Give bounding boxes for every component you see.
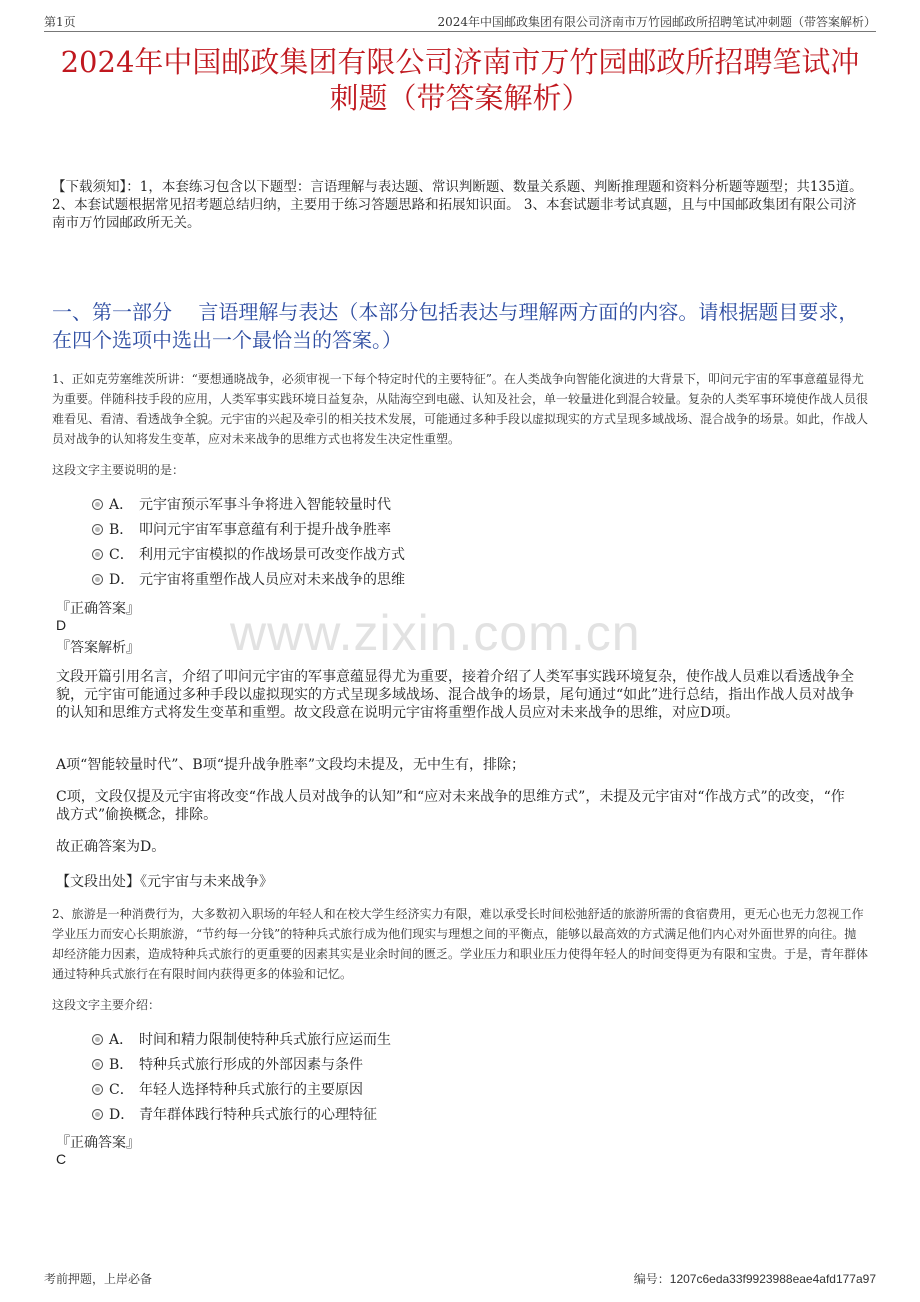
title-line-2: 刺题（带答案解析） [329, 81, 591, 115]
question-1-prompt: 这段文字主要说明的是： [52, 463, 185, 477]
footer-slogan: 考前押题，上岸必备 [44, 1272, 153, 1286]
question-1-analysis-paragraph: C项，文段仅提及元宇宙将改变“作战人员对战争的认知”和“应对未来战争的思维方式”，未提及元宇宙对“作战方式”的改变，“作战方式”偷换概念，排除。 [56, 789, 845, 823]
question-1-option-b[interactable]: B． 叩问元宇宙军事意蕴有利于提升战争胜率 [92, 520, 391, 540]
section-heading: 一、第一部分 言语理解与表达（本部分包括表达与理解两方面的内容。请根据题目要求，在四个选项中选出一个最恰当的答案。） [52, 300, 859, 352]
header-doc-title: 2024年中国邮政集团有限公司济南市万竹园邮政所招聘笔试冲刺题（带答案解析） [437, 15, 876, 29]
question-1-source: 【文段出处】《元宇宙与未来战争》 [56, 874, 273, 890]
watermark: www.zixin.com.cn [230, 605, 641, 661]
radio-icon[interactable] [92, 524, 103, 535]
question-1-answer: D [56, 617, 67, 633]
question-1-analysis-paragraph: 故正确答案为D。 [56, 839, 166, 855]
question-2-option-c[interactable]: C． 年轻人选择特种兵式旅行的主要原因 [92, 1080, 363, 1100]
question-2-prompt: 这段文字主要介绍： [52, 998, 161, 1012]
radio-icon[interactable] [92, 1084, 103, 1095]
header-divider [44, 31, 876, 32]
footer-id-code: 1207c6eda33f9923988eae4afd177a97 [669, 1272, 876, 1286]
question-1-analysis-paragraph: 文段开篇引用名言，介绍了叩问元宇宙的军事意蕴显得尤为重要，接着介绍了人类军事实践环境复杂，使作战人员难以看透战争全貌，元宇宙可能通过多种手段以虚拟现实的方式呈现多域战场、混合战争的场景，尾句通过“如此”进行总结，指出作战人员对战争的认知和思维方式将发生变革和重塑。故文段意在说明元宇宙将重塑作战人员应对未来战争的思维，对应D项。 [56, 669, 855, 721]
question-1-option-c[interactable]: C． 利用元宇宙模拟的作战场景可改变作战方式 [92, 545, 405, 565]
question-2-option-a[interactable]: A． 时间和精力限制使特种兵式旅行应运而生 [92, 1030, 391, 1050]
footer-id-label: 编号： [633, 1272, 670, 1286]
question-1-text: 1、正如克劳塞维茨所讲：“要想通晓战争，必须审视一下每个特定时代的主要特征”。在人类战争向智能化演进的大背景下，叩问元宇宙的军事意蕴显得尤为重要。伴随科技手段的应用，人类军事实践环境日益复杂，从陆海空到电磁、认知及社会，单一较量进化到混合较量。复杂的人类军事环境使作战人员很难看见、看清、看透战争全貌。元宇宙的兴起及牵引的相关技术发展，可能通过多种手段以虚拟现实的方式呈现多域战场、混合战争的场景。如此，作战人员对战争的认知将发生变革，应对未来战争的思维方式也将发生决定性重塑。 [52, 372, 869, 446]
radio-icon[interactable] [92, 1109, 103, 1120]
download-notice: 【下载须知】：1，本套练习包含以下题型：言语理解与表达题、常识判断题、数量关系题、判断推理题和资料分析题等题型；共135道。 2、本套试题根据常见招考题总结归纳，主要用于练习答题思路和拓展知识面。 3、本套试题非考试真题，且与中国邮政集团有限公司济南市万竹园邮政所无关。 [52, 179, 863, 231]
page-number: 第1页 [44, 15, 76, 29]
title-line-1: 2024年中国邮政集团有限公司济南市万竹园邮政所招聘笔试冲 [60, 45, 860, 79]
page-title [44, 44, 876, 116]
question-1-analysis-paragraph: A项“智能较量时代”、B项“提升战争胜率”文段均未提及，无中生有，排除； [56, 757, 526, 773]
question-2-option-b[interactable]: B． 特种兵式旅行形成的外部因素与条件 [92, 1055, 363, 1075]
question-2-option-d[interactable]: D． 青年群体践行特种兵式旅行的心理特征 [92, 1105, 377, 1125]
question-2-text: 2、旅游是一种消费行为，大多数初入职场的年轻人和在校大学生经济实力有限，难以承受长时间松弛舒适的旅游所需的食宿费用，更无心也无力忽视工作学业压力而安心长期旅游，“节约每一分钱”的特种兵式旅行成为他们现实与理想之间的平衡点，能够以最高效的方式满足他们内心对外面世界的向往。抛却经济能力因素，造成特种兵式旅行的更重要的因素其实是业余时间的匮乏。学业压力和职业压力使得年轻人的时间变得更为有限和宝贵。于是，青年群体通过特种兵式旅行在有限时间内获得更多的体验和记忆。 [52, 907, 869, 981]
footer-id [634, 1270, 876, 1287]
question-1-answer-label: 『正确答案』 [56, 601, 140, 617]
radio-icon[interactable] [92, 574, 103, 585]
question-1-option-a[interactable]: A． 元宇宙预示军事斗争将进入智能较量时代 [92, 495, 391, 515]
radio-icon[interactable] [92, 1059, 103, 1070]
question-2-answer-label: 『正确答案』 [56, 1135, 140, 1151]
question-1-analysis-label: 『答案解析』 [56, 640, 140, 656]
page-header [44, 10, 876, 30]
question-1-option-d[interactable]: D． 元宇宙将重塑作战人员应对未来战争的思维 [92, 570, 405, 590]
question-2-answer: C [56, 1151, 67, 1167]
radio-icon[interactable] [92, 499, 103, 510]
radio-icon[interactable] [92, 1034, 103, 1045]
radio-icon[interactable] [92, 549, 103, 560]
